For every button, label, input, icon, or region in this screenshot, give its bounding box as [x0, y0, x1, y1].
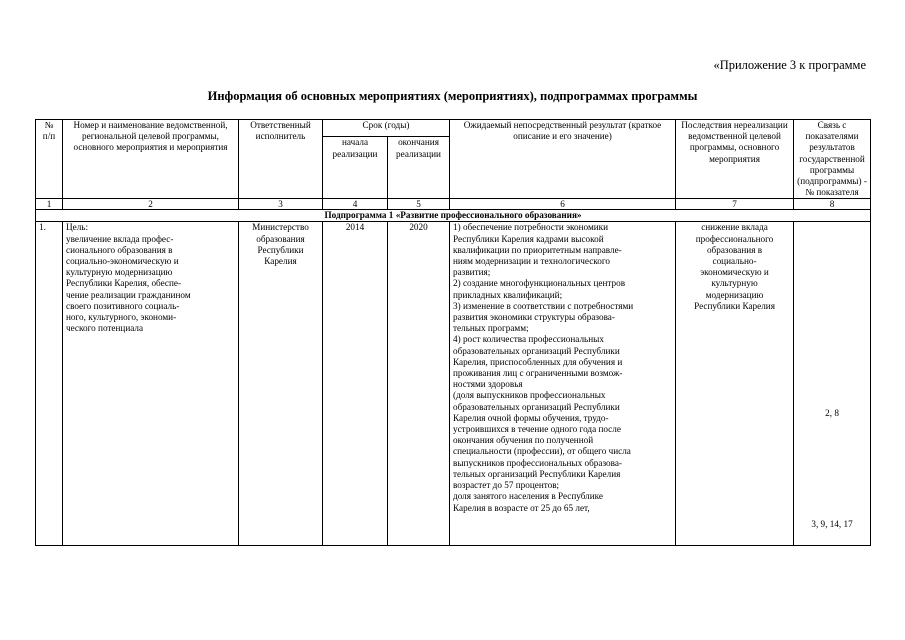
- table-row: [36, 222, 871, 546]
- row-link-indicators-a: 2, 8: [825, 408, 839, 419]
- header-num: № п/п: [36, 120, 63, 199]
- subprogram-row: [36, 210, 871, 222]
- subprogram-title: Подпрограмма 1 «Развитие профессионального образования»: [36, 210, 871, 222]
- row-goal: Цель: увеличение вклада профес- сионального образования в социально-экономическую и культурную модернизацию Республики Карелия, обеспе- чение реализации гражданином своего позитивного социаль- ного, культурного, экономи- ческого потенциала: [63, 222, 239, 546]
- row-executor: Министерство образования Республики Карелия: [239, 222, 323, 546]
- header-term-start: начала реализации: [323, 137, 388, 199]
- column-number: 5: [388, 199, 450, 210]
- column-number: 4: [323, 199, 388, 210]
- header-consequences: Последствия нереализации ведомственной целевой программы, основного мероприятия: [676, 120, 794, 199]
- header-executor: Ответственный исполнитель: [239, 120, 323, 199]
- header-term: Срок (годы): [323, 120, 450, 137]
- header-result: Ожидаемый непосредственный результат (краткое описание и его значение): [450, 120, 676, 199]
- row-consequences: снижение вклада профессионального образования в социально- экономическую и культурную модернизацию Республики Карелия: [676, 222, 794, 546]
- column-number: 8: [794, 199, 871, 210]
- row-num: 1.: [36, 222, 63, 546]
- column-number: 6: [450, 199, 676, 210]
- column-number: 3: [239, 199, 323, 210]
- activities-table: [35, 119, 871, 546]
- column-number-row: [36, 199, 871, 210]
- column-number: 1: [36, 199, 63, 210]
- row-start-year: 2014: [323, 222, 388, 546]
- document-title: Информация об основных мероприятиях (мероприятиях), подпрограммах программы: [207, 89, 698, 103]
- row-link-indicators-b: 3, 9, 14, 17: [811, 519, 853, 530]
- row-end-year: 2020: [388, 222, 450, 546]
- appendix-label: «Приложение 3 к программе: [713, 58, 866, 72]
- header-link: Связь с показателями результатов государственной программы (подпрограммы) - № показателя: [794, 120, 871, 199]
- row-link: [794, 222, 871, 546]
- header-row: [36, 120, 871, 137]
- column-number: 7: [676, 199, 794, 210]
- column-number: 2: [63, 199, 239, 210]
- header-term-end: окончания реализации: [388, 137, 450, 199]
- row-result: 1) обеспечение потребности экономики Республики Карелия кадрами высокой квалификации по приоритетным направле- ниям модернизации и технологического развития; 2) создание многофункциональных центров прикладных квалификаций; 3) изменение в соответствии с потребностями развития экономики структуры образова- тельных программ; 4) рост количества профессиональных образовательных организаций Республики Карелия, приспособленных для обучения и проживания лиц с ограниченными возмож- ностями здоровья (доля выпускников профессиональных образовательных организаций Республики Карелия очной формы обучения, трудо- устроившихся в течение одного года после окончания обучения по полученной специальности (профессии), от общего числа выпускников профессиональных образова- тельных организаций Республики Карелия возрастет до 57 процентов; доля занятого населения в Республике Карелия в возрасте от 25 до 65 лет,: [450, 222, 676, 546]
- header-name: Номер и наименование ведомственной, региональной целевой программы, основного мероприятия и мероприятия: [63, 120, 239, 199]
